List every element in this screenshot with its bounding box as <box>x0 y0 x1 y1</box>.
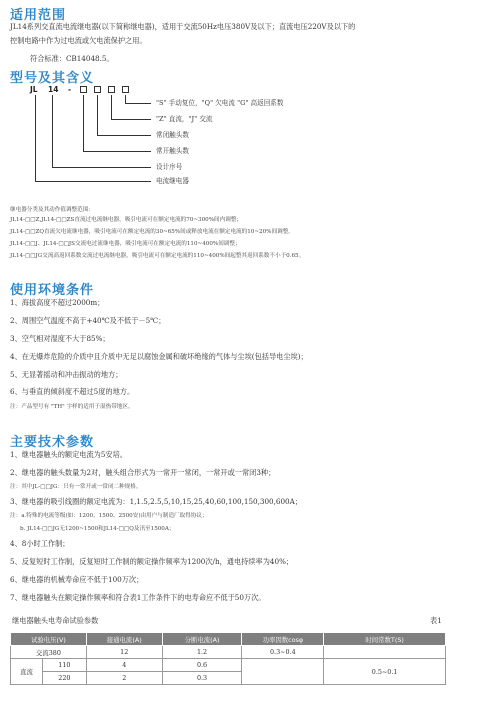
section-heading-scope: 适用范围 <box>10 8 67 23</box>
section-heading-tech: 主要技术参数 <box>10 435 95 450</box>
life-test-table <box>10 632 446 685</box>
tech-item-5: 5、反复短时工作制，反复短时工作制的额定操作频率为1200次/h，通电持续率为40%； <box>10 557 294 566</box>
tech-item-1: 1、继电器触头的额定电流为5安培。 <box>10 450 127 459</box>
model-label-0: "S" 手动复位，"Q" 欠电流 "G" 高返回系数 <box>156 99 284 107</box>
tech-item-6: 6、继电器的机械寿命应不低于100万次； <box>10 575 144 584</box>
leader-h-3 <box>97 135 151 136</box>
leader-box-1 <box>83 95 84 151</box>
env-item-6: 6、与垂直的倾斜度不超过5度的地方。 <box>10 387 135 396</box>
env-item-5: 5、无显著摇动和冲击振动的地方； <box>10 370 123 379</box>
cell-dc-voltage-220: 220 <box>42 672 86 685</box>
model-label-1: "Z" 直流，"J" 交流 <box>156 115 213 123</box>
cell-dc-pf <box>242 659 324 685</box>
env-item-1: 1、海拔高度不超过2000m； <box>10 298 105 307</box>
model-note-1: JL14-□□ZQ直流欠电流继电器，吸引电流可在额定电流的30~65%间或释放电流在额定电流的10~20%间调整。 <box>10 229 294 235</box>
model-note-3: JL14-□□JG交流高返回系数交流过电流继电器，吸引电流可在额定电流的110~400%间起整其返回系数不小于0.65。 <box>10 253 305 259</box>
model-label-5: 电流继电器 <box>156 177 189 185</box>
header-make-current: 接通电流(A) <box>86 633 162 646</box>
leader-h-2 <box>111 119 151 120</box>
scope-line-2: 控制电路中作为过电流或欠电流保护之用。 <box>10 36 147 45</box>
table-row <box>11 659 446 672</box>
model-label-2: 常闭触头数 <box>156 131 189 139</box>
model-code-jl: JL <box>30 85 38 94</box>
env-item-3: 3、空气相对湿度不大于85%； <box>10 334 110 343</box>
table-label: 表1 <box>430 616 442 625</box>
leader-h-1 <box>125 103 151 104</box>
model-label-3: 常开触头数 <box>156 147 189 155</box>
cell-dc-label: 直流 <box>11 659 43 685</box>
model-code-14: 14 <box>48 85 59 94</box>
env-note: 注：产品型号有 "TH" 字样的适用于湿热带地区。 <box>10 404 134 410</box>
cell-dc-voltage-110: 110 <box>42 659 86 672</box>
leader-h-5 <box>52 167 151 168</box>
cell-dc-make-220: 2 <box>86 672 162 685</box>
model-diagram <box>10 84 310 192</box>
model-note-2: JL14-□□J、JL14-□□JS交流电过流继电器，吸引电流可在额定电流的110~400%间调整； <box>10 241 241 247</box>
tech-note-3a: 注：a.特殊的电流等级(如：1200、1500、2500安)由用户与制造厂取得协议； <box>10 513 208 519</box>
model-note-0: JL14-□□Z,JL14-□□ZS直流过电流继电器，吸引电流可在额定电流的70~300%间内调整； <box>10 217 242 223</box>
cell-ac-break: 1.2 <box>162 646 242 659</box>
table-header-row <box>11 633 446 646</box>
table-row <box>11 646 446 659</box>
model-notes-title: 继电器分类及其动作值调整范围： <box>10 207 94 213</box>
model-label-4: 设计序号 <box>156 163 183 171</box>
table-title: 继电器触头电寿命试验参数 <box>12 616 99 625</box>
model-box-4 <box>122 86 129 93</box>
header-break-current: 分断电流(A) <box>162 633 242 646</box>
model-box-1 <box>80 86 87 93</box>
tech-item-4: 4、8小时工作制； <box>10 539 70 548</box>
tech-item-7: 7、继电器触头在额定操作频率和符合表1工作条件下的电寿命应不低于50万次。 <box>10 593 266 602</box>
cell-ac-voltage: 交流380 <box>11 646 87 659</box>
leader-14 <box>52 95 53 167</box>
header-power-factor: 功率因数cosφ <box>242 633 324 646</box>
leader-h-6 <box>35 181 151 182</box>
header-voltage: 试验电压(V) <box>11 633 87 646</box>
cell-dc-break-220: 0.3 <box>162 672 242 685</box>
cell-ac-make: 12 <box>86 646 162 659</box>
section-heading-env: 使用环境条件 <box>10 283 95 298</box>
leader-h-4 <box>83 151 151 152</box>
leader-box-3 <box>111 95 112 119</box>
env-item-4: 4、在无爆炸危险的介质中且介质中无足以腐蚀金属和破坏绝缘的气体与尘埃(包括导电尘埃)； <box>10 352 308 361</box>
cell-dc-t: 0.5~0.1 <box>324 659 446 685</box>
model-box-3 <box>108 86 115 93</box>
tech-item-3: 3、继电器的吸引线圈的额定电流为：1,1.5,2.5,5,10,15,25,40,60,100,150,300,600A； <box>10 497 302 506</box>
cell-ac-pf: 0.3~0.4 <box>242 646 324 659</box>
tech-note-2: 注：其中JL-□□JG：只有一常开或一常闭二种规格。 <box>10 484 142 490</box>
scope-line-1: JL14系列交直流电流继电器(以下简称继电器)，适用于交流50Hz电压380V及以下；直流电压220V及以下的 <box>10 22 356 31</box>
cell-dc-make-110: 4 <box>86 659 162 672</box>
cell-dc-break-110: 0.6 <box>162 659 242 672</box>
model-box-2 <box>94 86 101 93</box>
env-item-2: 2、周围空气温度不高于+40℃及不低于－5℃； <box>10 316 166 325</box>
scope-standard: 符合标准：CB14048.5。 <box>30 54 114 63</box>
tech-note-3b: b. JL14-□□JG无1200~1500和JL14-□□Q及汛至1500A； <box>20 526 175 532</box>
cell-ac-t <box>324 646 446 659</box>
leader-box-2 <box>97 95 98 135</box>
tech-item-2: 2、继电器的触头数量为2对，触头组合形式为一常开一常闭，一常开或一常闭3种； <box>10 468 276 477</box>
header-time-constant: 时间常数T(S) <box>324 633 446 646</box>
section-heading-model: 型号及其含义 <box>10 71 95 86</box>
leader-box-4 <box>125 95 126 103</box>
model-code-dash: - <box>68 85 72 94</box>
leader-jl <box>35 95 36 181</box>
